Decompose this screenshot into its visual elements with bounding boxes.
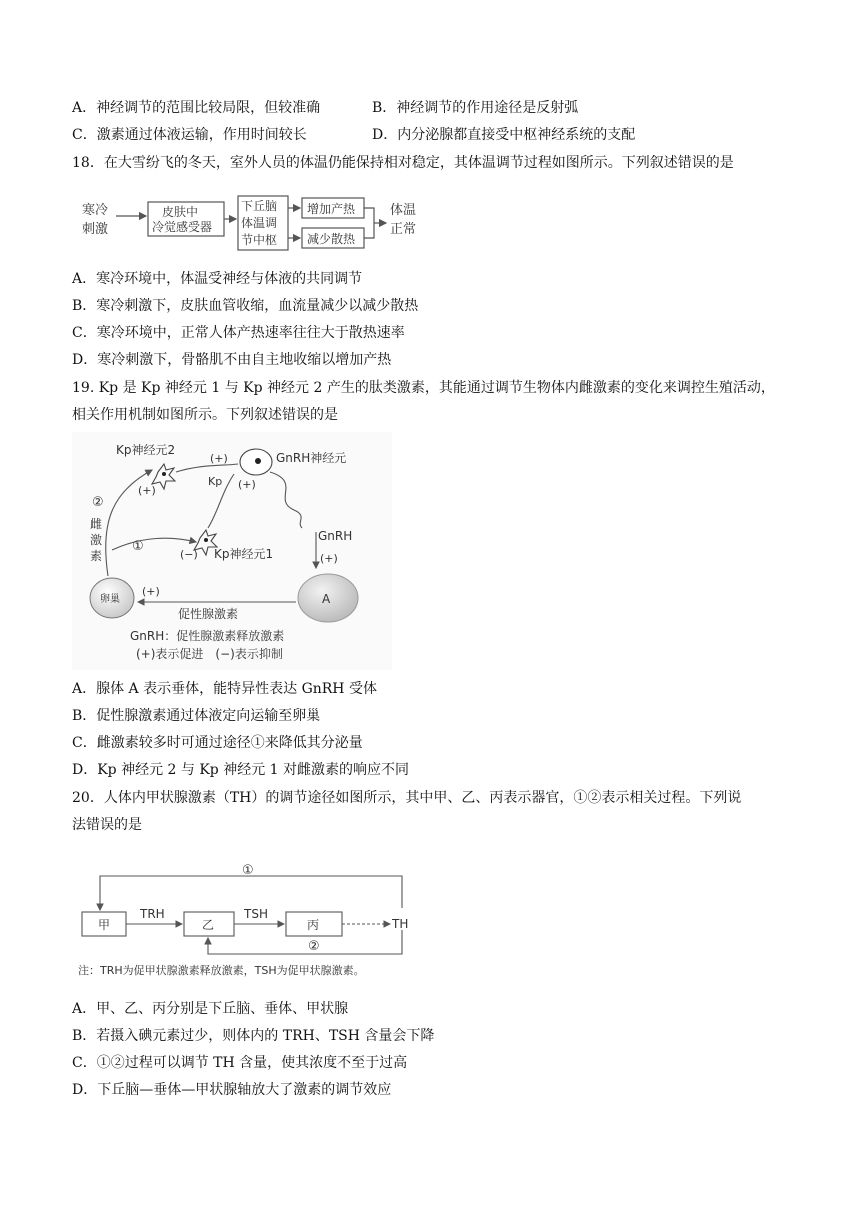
q19-option-b: B．促性腺激素通过体液定向运输至卵巢 — [72, 708, 321, 724]
q19-route1-label: ① — [132, 539, 144, 554]
q19-option-a: A．腺体 A 表示垂体，能特异性表达 GnRH 受体 — [72, 681, 377, 697]
q20-loop2-line — [208, 930, 402, 954]
q19-kp-release-label: Kp — [208, 475, 223, 488]
q20-option-d: D．下丘脑—垂体—甲状腺轴放大了激素的调节效应 — [72, 1082, 392, 1098]
q19-gland-a-label: A — [322, 592, 331, 606]
q18-option-b: B．寒冷刺激下，皮肤血管收缩，血流量减少以减少散热 — [72, 298, 419, 314]
q20-th-label: TH — [392, 917, 409, 931]
q19-kp2-label: Kp神经元2 — [116, 443, 176, 457]
q19-ovary-label: 卵巢 — [100, 594, 120, 605]
q20-loop1-line — [100, 876, 402, 910]
q18-result-line2: 正常 — [390, 222, 417, 237]
q18-stimulus-line1: 寒冷 — [82, 203, 109, 218]
q19-gnrh-neuron-plus: (+) — [238, 478, 256, 491]
q19-figure — [72, 432, 392, 670]
q19-gnrh-label: GnRH — [318, 529, 353, 543]
q19-gonadotropin-label: 促性腺激素 — [178, 607, 239, 621]
q19-note-gnrh: GnRH：促性腺激素释放激素 — [130, 629, 285, 643]
q17-option-c: C．激素通过体液运输，作用时间较长 — [72, 127, 307, 143]
q19-note-signs: (+)表示促进 (−)表示抑制 — [136, 647, 283, 661]
q17-option-row-1 — [72, 98, 792, 118]
q19-gnrh-nucleus-icon — [255, 458, 261, 464]
q18-figure — [72, 188, 432, 258]
q19-kp2-plus: (+) — [138, 484, 156, 497]
q19-route2-label: ② — [92, 495, 104, 510]
q18-stem: 18．在大雪纷飞的冬天，室外人员的体温仍能保持相对稳定，其体温调节过程如图所示。下列叙述错误的是 — [72, 155, 734, 171]
q17-option-b: B．神经调节的作用途径是反射弧 — [372, 100, 579, 116]
q18-option-c: C．寒冷环境中，正常人体产热速率往往大于散热速率 — [72, 325, 405, 341]
q20-stem-line2: 法错误的是 — [72, 817, 142, 833]
q19-option-c: C．雌激素较多时可通过途径①来降低其分泌量 — [72, 735, 363, 751]
q20-option-a: A．甲、乙、丙分别是下丘脑、垂体、甲状腺 — [72, 1001, 349, 1017]
q20-loop2-label: ② — [308, 939, 320, 954]
q19-estrogen-char2: 激 — [90, 533, 103, 547]
q17-option-d: D．内分泌腺都直接受中枢神经系统的支配 — [372, 127, 636, 143]
q19-kp2-to-gnrh-plus: (+) — [210, 452, 228, 465]
q18-receptor-line1: 皮肤中 — [162, 205, 199, 219]
q18-center-line3: 节中枢 — [241, 233, 278, 247]
q20-stem-line1: 20．人体内甲状腺激素（TH）的调节途径如图所示，其中甲、乙、丙表示器官，①②表示相关过程。下列说 — [72, 790, 742, 806]
q20-note: 注：TRH为促甲状腺激素释放激素，TSH为促甲状腺激素。 — [78, 964, 365, 977]
q20-figure — [72, 860, 422, 980]
q19-estrogen-char1: 雌 — [90, 517, 103, 531]
q20-trh-label: TRH — [140, 907, 165, 921]
q18-option-d: D．寒冷刺激下，骨骼肌不由自主地收缩以增加产热 — [72, 352, 392, 368]
q20-option-c: C．①②过程可以调节 TH 含量，使其浓度不至于过高 — [72, 1055, 408, 1071]
q17-option-row-2 — [72, 125, 792, 145]
q20-tsh-label: TSH — [244, 907, 268, 921]
q18-merge-line — [364, 208, 374, 238]
q19-stem-line2: 相关作用机制如图所示。下列叙述错误的是 — [72, 407, 338, 423]
q19-option-d: D．Kp 神经元 2 与 Kp 神经元 1 对雌激素的响应不同 — [72, 762, 410, 778]
q19-kp2-nucleus-icon — [162, 472, 166, 476]
q18-center-line1: 下丘脑 — [241, 199, 278, 213]
q18-option-a: A．寒冷环境中，体温受神经与体液的共同调节 — [72, 271, 363, 287]
q20-yi-label: 乙 — [202, 918, 215, 932]
q19-kp1-label: Kp神经元1 — [214, 547, 274, 561]
q19-gonadotropin-plus: (+) — [142, 585, 160, 598]
q19-gnrh-neuron-label: GnRH神经元 — [276, 451, 347, 465]
q18-center-line2: 体温调 — [241, 216, 278, 230]
q18-receptor-line2: 冷觉感受器 — [152, 220, 213, 234]
q20-bing-label: 丙 — [307, 918, 320, 932]
q19-gnrh-plus: (+) — [320, 552, 338, 565]
q19-kp1-minus: (−) — [180, 548, 198, 561]
q19-kp1-nucleus-icon — [204, 538, 208, 542]
q20-jia-label: 甲 — [98, 918, 111, 932]
q18-increase-heat-label: 增加产热 — [307, 202, 356, 216]
q19-estrogen-char3: 素 — [90, 549, 103, 563]
q20-option-b: B．若摄入碘元素过少，则体内的 TRH、TSH 含量会下降 — [72, 1028, 435, 1044]
q18-stimulus-line2: 刺激 — [82, 222, 109, 237]
q17-option-a: A．神经调节的范围比较局限，但较准确 — [72, 100, 321, 116]
q18-reduce-loss-label: 减少散热 — [307, 232, 356, 246]
q20-loop1-label: ① — [242, 863, 254, 878]
q18-result-line1: 体温 — [390, 203, 417, 218]
q19-stem-line1: 19. Kp 是 Kp 神经元 1 与 Kp 神经元 2 产生的肽类激素，其能通过调节生物体内雌激素的变化来调控生殖活动， — [72, 380, 775, 396]
